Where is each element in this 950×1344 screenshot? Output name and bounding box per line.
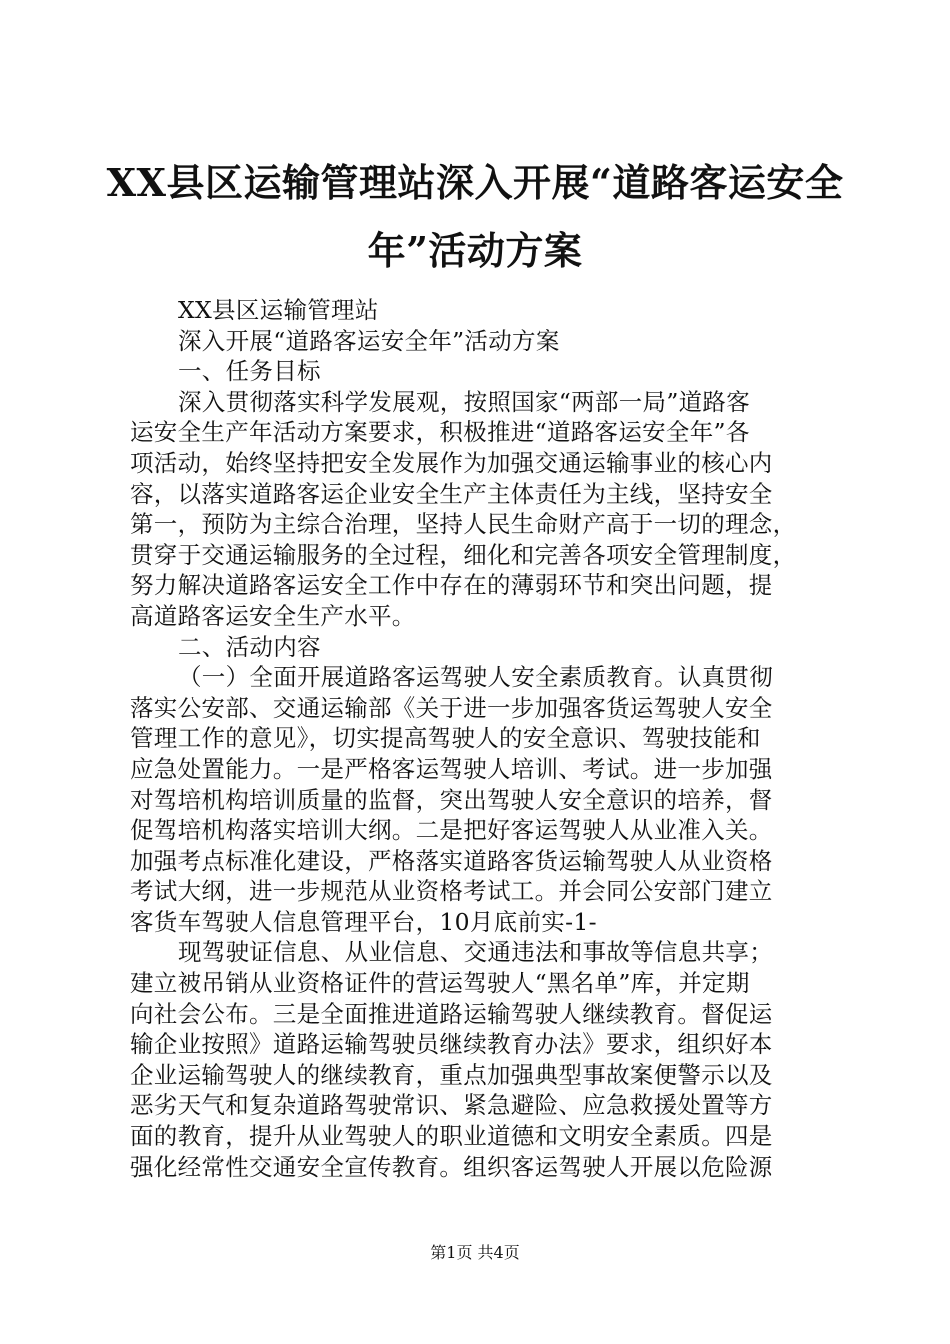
text-line: 考试大纲，进一步规范从业资格考试工。并会同公安部门建立: [130, 877, 773, 906]
text-line: 恶劣天气和复杂道路驾驶常识、紧急避险、应急救援处置等方: [130, 1091, 773, 1120]
document-title-line-2: 年”活动方案: [367, 228, 583, 273]
text-line: 容，以落实道路客运企业安全生产主体责任为主线，坚持安全: [130, 479, 773, 508]
text-line: 高道路客运安全生产水平。: [130, 601, 416, 630]
text-line: 贯穿于交通运输服务的全过程，细化和完善各项安全管理制度，: [130, 540, 797, 569]
text-line: XX县区运输管理站: [178, 296, 379, 324]
text-line: 促驾培机构落实培训大纲。二是把好客运驾驶人从业准入关。: [130, 816, 773, 845]
text-line: 客货车驾驶人信息管理平台，10月底前实-1-: [130, 907, 597, 936]
text-line: 二、活动内容: [178, 632, 321, 661]
text-line: 对驾培机构培训质量的监督，突出驾驶人安全意识的培养，督: [130, 785, 773, 814]
text-line: 向社会公布。三是全面推进道路运输驾驶人继续教育。督促运: [130, 999, 773, 1028]
text-line: 应急处置能力。一是严格客运驾驶人培训、考试。进一步加强: [130, 754, 773, 783]
page-footer: 第1页 共4页: [430, 1243, 520, 1262]
text-line: 面的教育，提升从业驾驶人的职业道德和文明安全素质。四是: [130, 1122, 773, 1151]
text-line: 深入开展“道路客运安全年”活动方案: [178, 326, 560, 355]
text-line: 深入贯彻落实科学发展观，按照国家“两部一局”道路客: [178, 387, 751, 416]
text-line: 建立被吊销从业资格证件的营运驾驶人“黑名单”库，并定期: [130, 969, 750, 998]
text-line: 加强考点标准化建设，严格落实道路客货运输驾驶人从业资格: [130, 846, 773, 875]
text-line: （一）全面开展道路客运驾驶人安全素质教育。认真贯彻: [178, 663, 773, 692]
text-line: 强化经常性交通安全宣传教育。组织客运驾驶人开展以危险源: [130, 1152, 773, 1181]
text-line: 输企业按照》道路运输驾驶员继续教育办法》要求，组织好本: [130, 1030, 773, 1059]
text-line: 努力解决道路客运安全工作中存在的薄弱环节和突出问题，提: [130, 571, 773, 600]
text-line: 现驾驶证信息、从业信息、交通违法和事故等信息共享；: [178, 938, 773, 967]
text-line: 第一，预防为主综合治理，坚持人民生命财产高于一切的理念，: [130, 510, 797, 539]
text-line: 项活动，始终坚持把安全发展作为加强交通运输事业的核心内: [130, 448, 773, 477]
document-body: [130, 295, 830, 1182]
text-line: 企业运输驾驶人的继续教育，重点加强典型事故案便警示以及: [130, 1060, 773, 1089]
document-title-line-1: XX县区运输管理站深入开展“道路客运安全: [106, 160, 844, 205]
text-line: 运安全生产年活动方案要求，积极推进“道路客运安全年”各: [130, 418, 750, 447]
text-line: 一、任务目标: [178, 357, 321, 386]
text-line: 落实公安部、交通运输部《关于进一步加强客货运驾驶人安全: [130, 693, 773, 722]
text-line: 管理工作的意见》，切实提高驾驶人的安全意识、驾驶技能和: [130, 724, 761, 753]
